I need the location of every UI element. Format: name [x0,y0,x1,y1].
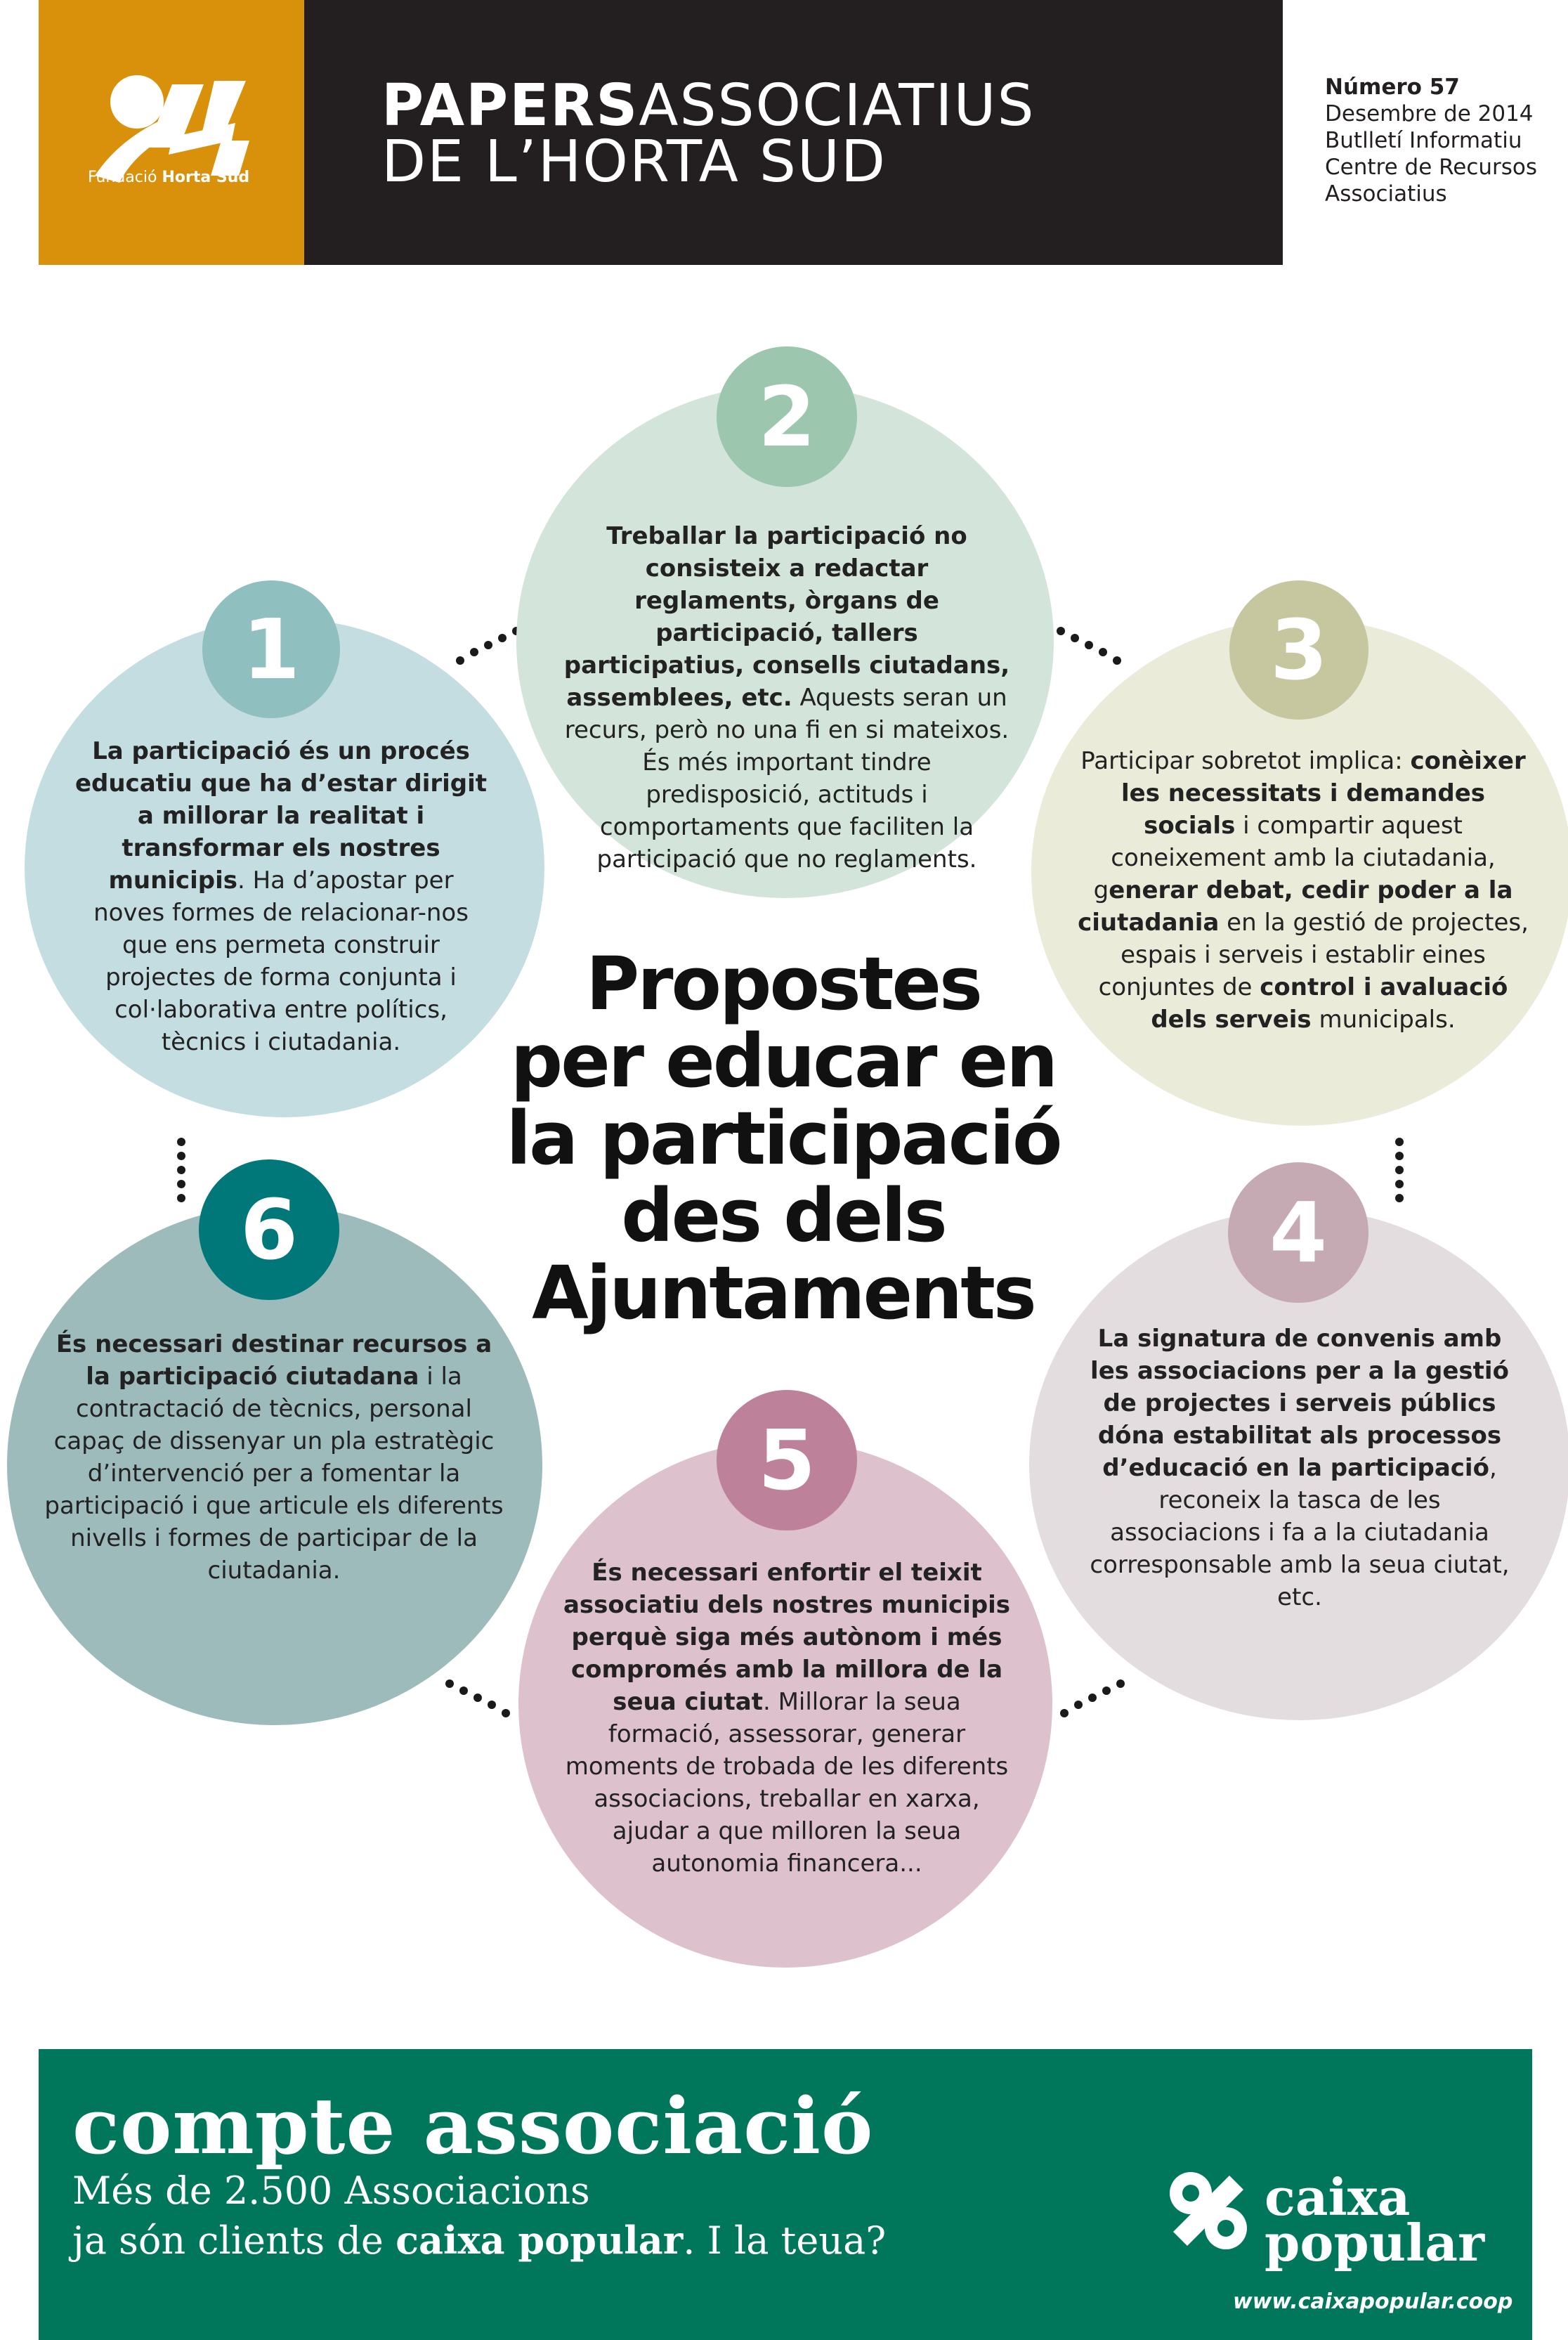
proposal-text-6: És necessari destinar recursos a la participació ciutadana i la contractació de tècnics, personal capaç de dissenyar un pla estratègic d’intervenció per a fomentar la participació i que articule els diferents nivells i formes de participar de la ciutadania. [44,1330,504,1585]
ad-title: compte associació [72,2081,874,2171]
issue-date: Desembre de 2014 [1325,101,1534,126]
number-badge-4: 4 [1228,1162,1368,1303]
logo-caption: Fundació Horta Sud [88,169,250,186]
headline-line-1: Propostes [586,941,981,1027]
number-badge-5: 5 [717,1390,857,1530]
proposal-text-1: La participació és un procés educatiu que ha d’estar dirigit a millorar la realitat i transformar els nostres municipis. Ha d’apostar per noves formes de relacionar-nos que ens permeta construir projectes de forma conjunta i col·laborativa entre polítics, tècnics i ciutadania. [74,737,488,1056]
headline-line-3: la participació [506,1096,1061,1181]
caixa-popular-logo-icon [1163,2165,1254,2256]
publication-title-line1: PAPERSASSOCIATIUS [381,72,1035,139]
brand-name-line-2: popular [1265,2213,1484,2273]
number-badge-6: 6 [199,1159,339,1300]
headline-line-4: des dels [621,1173,946,1259]
issue-publisher-line2: Associatius [1325,181,1447,207]
number-badge-3: 3 [1229,580,1368,720]
issue-type: Butlletí Informatiu [1325,128,1522,153]
ad-line-2: ja són clients de caixa popular. I la teua? [72,2218,887,2263]
proposal-text-4: La signatura de convenis amb les associacions per a la gestió de projectes i serveis públics dóna estabilitat als processos d’educació en la participació, reconeix la tasca de les associacions i fa a la ciutadania corresponsable amb la seua ciutat, etc. [1090,1325,1510,1611]
proposal-text-3: Participar sobretot implica: conèixer les necessitats i demandes socials i compartir aquest coneixement amb la ciutadania, generar debat, cedir poder a la ciutadania en la gestió de projectes, espais i serveis i establir eines conjuntes de control i avaluació dels serveis municipals. [1078,747,1529,1034]
number-badge-2: 2 [717,346,857,487]
ad-line-1: Més de 2.500 Associacions [72,2169,590,2213]
brand-url[interactable]: www.caixapopular.coop [1233,2289,1513,2314]
proposal-text-5: És necessari enfortir el teixit associatiu dels nostres municipis perquè siga més autònom i més compromés amb la millora de la seua ciutat. Millorar la seua formació, assessorar, generar moments de trobada de les diferents associacions, treballar en xarxa, ajudar a que milloren la seua autonomia financera... [563,1559,1011,1878]
headline-line-5: Ajuntaments [532,1250,1035,1336]
footer-ad-banner [39,2049,1532,2340]
publication-title-line2: DE L’HORTA SUD [381,129,887,195]
issue-number: Número 57 [1325,74,1460,100]
issue-publisher-line1: Centre de Recursos [1325,155,1538,180]
main-headline [492,941,1075,1336]
proposal-text-2: Treballar la participació no consisteix a redactar reglaments, òrgans de participació, tallers participatius, consells ciutadans, assemblees, etc. Aquests seran un recurs, però no una fi en si mateixos. És més important tindre predisposició, actituds i comportaments que faciliten la participació que no reglaments. [563,522,1010,873]
number-badge-1: 1 [202,580,340,718]
brand-name-line-1: caixa [1265,2167,1411,2227]
headline-line-2: per educar en [510,1018,1057,1104]
